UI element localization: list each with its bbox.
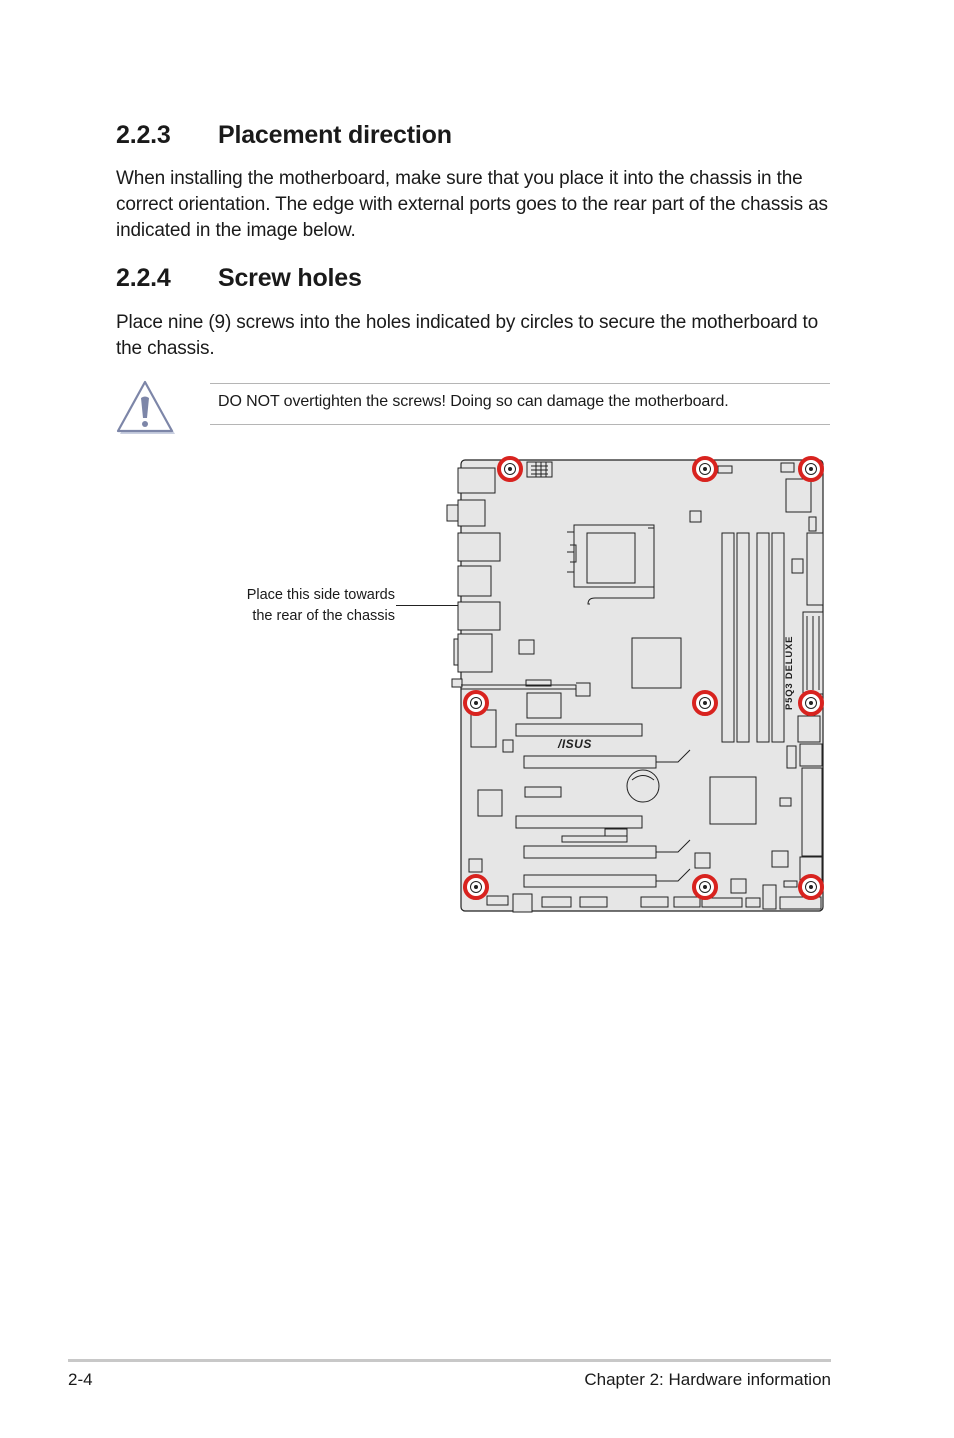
section-number: 2.2.3 <box>116 121 171 149</box>
screw-hole-marker <box>800 458 822 480</box>
section-title: Screw holes <box>218 264 362 292</box>
screw-holes-paragraph: Place nine (9) screws into the holes indicated by circles to secure the motherboard to the chassis. <box>116 312 819 359</box>
section-heading-screw-holes <box>116 264 362 293</box>
screw-hole-marker <box>465 876 487 898</box>
placement-paragraph: When installing the motherboard, make sure that you place it into the chassis in the correct orientation. The edge with external ports goes to the rear part of the chassis as indicated in the image below. <box>116 168 828 241</box>
warning-triangle-icon <box>114 378 178 438</box>
caution-note <box>210 383 830 425</box>
screw-hole-marker <box>694 692 716 714</box>
footer-chapter-title: Chapter 2: Hardware information <box>584 1370 831 1389</box>
screw-hole-marker <box>465 692 487 714</box>
footer-rule <box>68 1359 831 1362</box>
screw-hole-marker <box>499 458 521 480</box>
screw-hole-marker <box>800 692 822 714</box>
motherboard-diagram <box>440 455 840 925</box>
screw-hole-marker <box>694 876 716 898</box>
cmos-battery <box>627 770 659 802</box>
screw-hole-marker <box>694 458 716 480</box>
brand-logo: /ISUS <box>558 737 592 751</box>
section-title: Placement direction <box>218 121 452 149</box>
page-number: 2-4 <box>68 1370 93 1389</box>
caution-text: DO NOT overtighten the screws! Doing so can damage the motherboard. <box>218 393 729 410</box>
callout-text-line-1: Place this side towards <box>246 587 395 603</box>
section-number: 2.2.4 <box>116 264 171 292</box>
section-heading-placement <box>116 121 452 150</box>
board-model-label: P5Q3 DELUXE <box>784 635 795 710</box>
screw-hole-marker <box>800 876 822 898</box>
callout-text-line-2: the rear of the chassis <box>252 608 395 624</box>
